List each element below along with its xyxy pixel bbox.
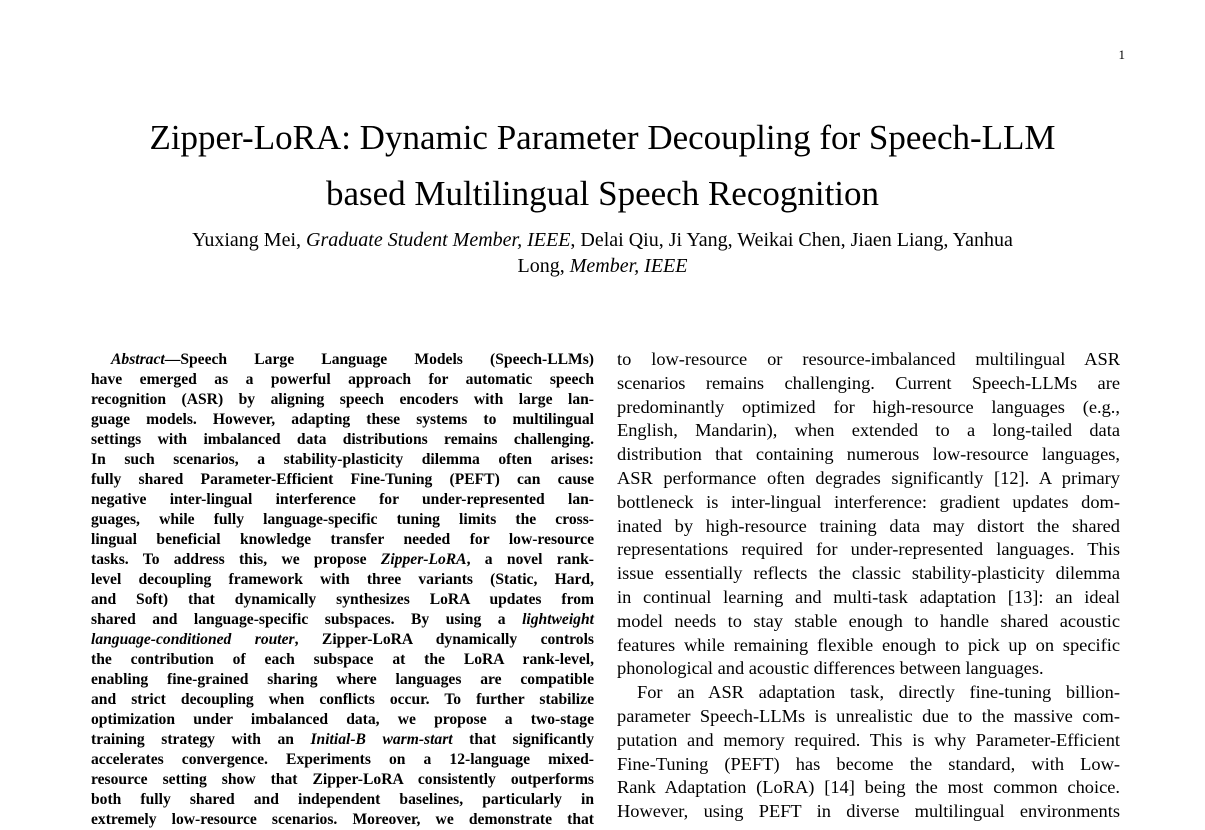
body-line: For an ASR adaptation task, directly fine-tuning billion- <box>637 682 1120 703</box>
body-line: inated by high-resource training data may distort the shared <box>617 515 1120 536</box>
abstract-line: the contribution of each subspace at the LoRA rank-level, <box>91 651 594 668</box>
body-line: in continual learning and multi-task adaptation [13]: an ideal <box>617 586 1120 607</box>
abstract-column <box>91 350 594 830</box>
abstract-line: enabling fine-grained sharing where languages are compatible <box>91 671 594 688</box>
body-line: However, using PEFT in diverse multilingual environments <box>617 801 1120 822</box>
body-line: Fine-Tuning (PEFT) has become the standard, with Low- <box>617 753 1120 774</box>
body-line: predominantly optimized for high-resource languages (e.g., <box>617 396 1120 417</box>
body-line: features while remaining flexible enough to pick up on specific <box>617 634 1120 655</box>
title-line-2: based Multilingual Speech Recognition <box>325 174 880 213</box>
title-line-1: Zipper-LoRA: Dynamic Parameter Decoupling for Speech-LLM <box>149 118 1056 157</box>
abstract-line: shared and language-specific subspaces. By using a lightweight <box>91 611 594 628</box>
page-number: 1 <box>1118 47 1125 62</box>
body-line: parameter Speech-LLMs is unrealistic due to the massive com- <box>617 705 1120 726</box>
body-line: to low-resource or resource-imbalanced multilingual ASR <box>617 349 1120 369</box>
body-line: bottleneck is inter-lingual interference: gradient updates dom- <box>617 491 1120 512</box>
abstract-line: settings with imbalanced data distributions remains challenging. <box>91 431 594 448</box>
abstract-line: optimization under imbalanced data, we propose a two-stage <box>91 711 594 728</box>
body-line: model needs to stay stable enough to handle shared acoustic <box>617 610 1120 631</box>
body-line: ASR performance often degrades significantly [12]. A primary <box>617 467 1120 488</box>
abstract-line: Abstract—Speech Large Language Models (Speech-LLMs) <box>111 351 594 368</box>
body-line: issue essentially reflects the classic stability-plasticity dilemma <box>617 563 1120 584</box>
body-line: Rank Adaptation (LoRA) [14] being the most common choice. <box>617 777 1120 798</box>
abstract-line: and Soft) that dynamically synthesizes LoRA updates from <box>91 591 594 608</box>
paper-title <box>60 110 1145 222</box>
body-line: putation and memory required. This is why Parameter-Efficient <box>617 729 1120 750</box>
abstract-line: lingual beneficial knowledge transfer needed for low-resource <box>91 531 594 548</box>
author-line-2: Long, Member, IEEE <box>517 255 688 277</box>
body-column <box>617 348 1120 824</box>
abstract-line: language-conditioned router, Zipper-LoRA dynamically controls <box>91 631 594 648</box>
abstract-line: have emerged as a powerful approach for automatic speech <box>91 371 594 388</box>
body-line: English, Mandarin), when extended to a long-tailed data <box>617 420 1120 441</box>
abstract-line: and strict decoupling when conflicts occur. To further stabilize <box>91 691 594 708</box>
abstract-line: In such scenarios, a stability-plasticity dilemma often arises: <box>91 451 594 468</box>
abstract-label: Abstract <box>111 351 165 368</box>
abstract-line: both fully shared and independent baselines, particularly in <box>91 791 594 808</box>
body-line: representations required for under-represented languages. This <box>617 539 1120 560</box>
abstract-line: negative inter-lingual interference for under-represented lan- <box>91 491 594 508</box>
author-list <box>110 227 1095 279</box>
abstract-line: accelerates convergence. Experiments on a 12-language mixed- <box>91 751 594 768</box>
abstract-line: recognition (ASR) by aligning speech encoders with large lan- <box>91 391 594 408</box>
abstract-line: guages, while fully language-specific tuning limits the cross- <box>91 511 594 528</box>
author-line-1: Yuxiang Mei, Graduate Student Member, IEEE, Delai Qiu, Ji Yang, Weikai Chen, Jiaen Liang, Yanhua <box>192 229 1013 251</box>
body-line: scenarios remains challenging. Current Speech-LLMs are <box>617 372 1120 393</box>
abstract-line: training strategy with an Initial-B warm-start that significantly <box>91 731 594 748</box>
abstract-line: resource setting show that Zipper-LoRA consistently outperforms <box>91 771 594 788</box>
body-line: phonological and acoustic differences between languages. <box>617 658 1044 679</box>
abstract-line: guage models. However, adapting these systems to multilingual <box>91 411 594 428</box>
abstract-line: extremely low-resource scenarios. Moreover, we demonstrate that <box>91 811 594 828</box>
body-line: distribution that containing numerous low-resource languages, <box>617 444 1120 465</box>
abstract-line: level decoupling framework with three variants (Static, Hard, <box>91 571 594 588</box>
abstract-line: fully shared Parameter-Efficient Fine-Tuning (PEFT) can cause <box>91 471 594 488</box>
abstract-line: tasks. To address this, we propose Zipper-LoRA, a novel rank- <box>91 551 595 568</box>
